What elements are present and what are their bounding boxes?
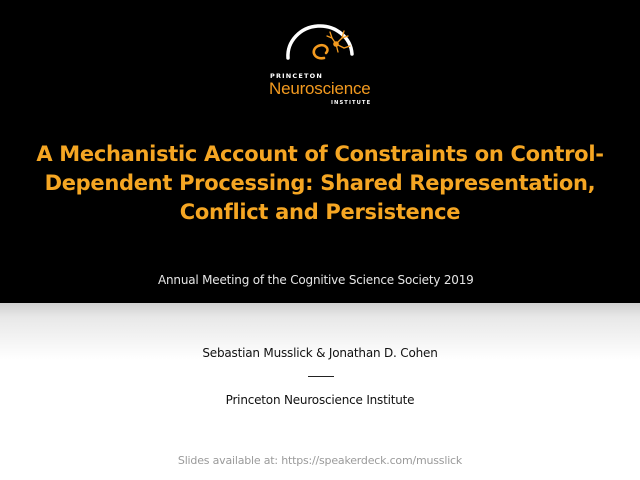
divider xyxy=(308,376,334,377)
authors: Sebastian Musslick & Jonathan D. Cohen xyxy=(202,346,438,360)
conference-subtitle: Annual Meeting of the Cognitive Science Society 2019 xyxy=(158,273,474,287)
logo-text-neuroscience: Neuroscience xyxy=(269,79,371,98)
brain-arc-icon xyxy=(278,14,362,76)
slide-title xyxy=(20,140,620,227)
title-line-1: A Mechanistic Account of Constraints on Control- xyxy=(36,142,604,166)
title-line-3: Conflict and Persistence xyxy=(179,200,461,224)
princeton-neuroscience-logo xyxy=(262,14,378,106)
title-line-2: Dependent Processing: Shared Representation, xyxy=(44,171,596,195)
affiliation: Princeton Neuroscience Institute xyxy=(225,393,415,407)
slides-link[interactable]: Slides available at: https://speakerdeck.com/musslick xyxy=(177,454,463,467)
logo-text-institute: INSTITUTE xyxy=(331,100,372,106)
logo-text-princeton: PRINCETON xyxy=(270,72,324,80)
